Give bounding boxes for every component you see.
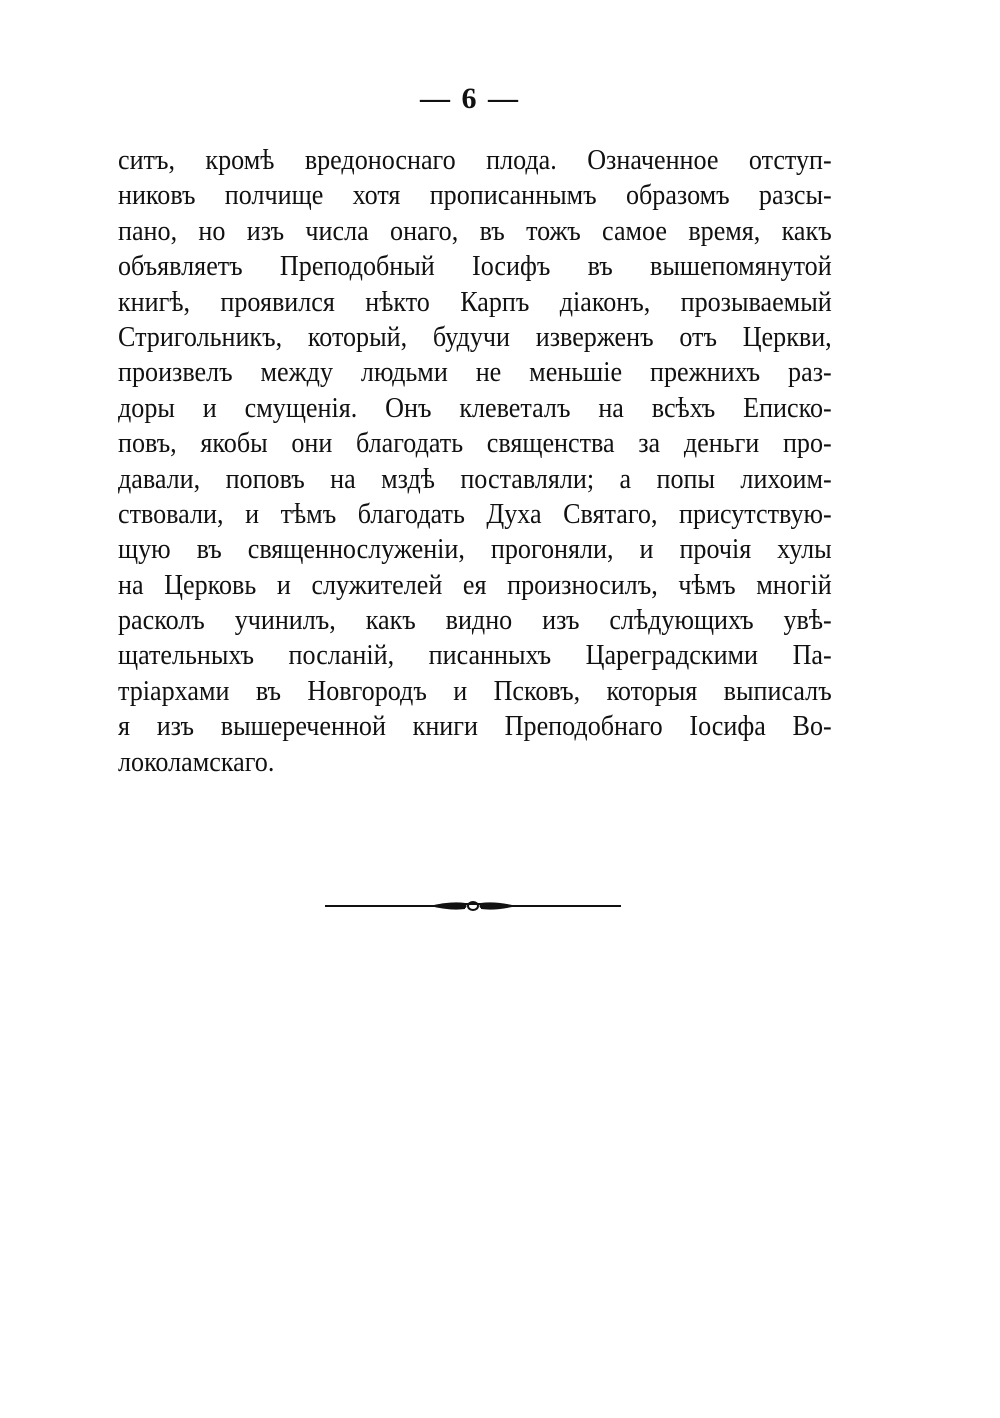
text-line: локоламскаго. bbox=[118, 745, 275, 778]
text-line: никовъ полчище хотя прописаннымъ образомъ разсы- bbox=[118, 179, 832, 212]
text-line: тріархами въ Новгородъ и Псковъ, которыя выписалъ bbox=[118, 674, 832, 707]
text-line: давали, поповъ на мздѣ поставляли; а попы лихоим- bbox=[118, 462, 832, 495]
text-line: объявляетъ Преподобный Іосифъ въ вышепомянутой bbox=[118, 250, 832, 283]
text-line: книгѣ, проявился нѣкто Карпъ діаконъ, прозываемый bbox=[118, 285, 832, 318]
text-line: на Церковь и служителей ея произносилъ, чѣмъ многій bbox=[118, 568, 832, 601]
text-line: щую въ священнослуженіи, прогоняли, и прочія хулы bbox=[118, 533, 832, 566]
text-line: щательныхъ посланій, писанныхъ Цареградскими Па- bbox=[118, 639, 832, 672]
text-line: ситъ, кромѣ вредоноснаго плода. Означенное отступ- bbox=[118, 144, 832, 176]
body-text bbox=[118, 143, 832, 780]
text-line: Стригольникъ, который, будучи изверженъ отъ Церкви, bbox=[118, 320, 832, 353]
text-line: повъ, якобы они благодать священства за деньги про- bbox=[118, 427, 832, 460]
text-line: я изъ вышереченной книги Преподобнаго Іосифа Во- bbox=[118, 710, 832, 743]
page-number: — 6 — bbox=[420, 82, 520, 115]
text-line: произвелъ между людьми не меньшіе прежнихъ раз- bbox=[118, 356, 832, 389]
text-line: ствовали, и тѣмъ благодать Духа Святаго, присутствую- bbox=[118, 497, 832, 530]
text-line: пано, но изъ числа онаго, въ тожъ самое время, какъ bbox=[118, 214, 832, 247]
ornamental-divider bbox=[325, 896, 621, 916]
text-line: расколъ учинилъ, какъ видно изъ слѣдующихъ увѣ- bbox=[118, 604, 832, 637]
text-line: доры и смущенія. Онъ клеветалъ на всѣхъ Еписко- bbox=[118, 391, 832, 424]
